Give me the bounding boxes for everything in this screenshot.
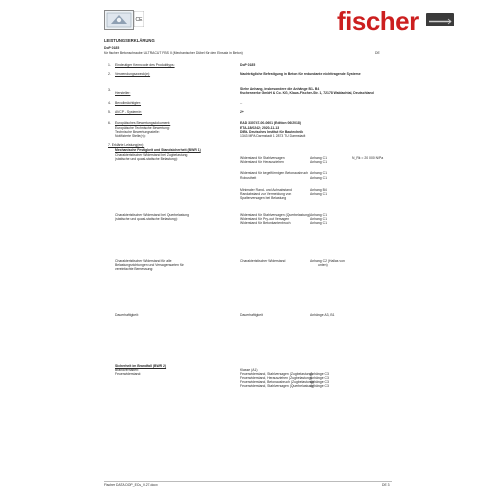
shear-item: Widerstand für Pry-out Versagen	[240, 217, 290, 221]
durability-annex: Anhänge A3, B1	[310, 313, 335, 317]
tension-extra: N_Rk = 20 000 N/Pa	[352, 156, 384, 160]
tension-annex: Anhang C1	[310, 176, 327, 180]
footer-divider	[104, 481, 392, 482]
durability-label: Dauerhaftigkeit:	[115, 313, 139, 317]
fire-item: Feuerwiderstand, Betonausbruch (Zugbelastung)	[240, 380, 314, 384]
assessment-label-2: Technische Bewertungsstelle:	[115, 130, 160, 134]
fire-item: Feuerwiderstand, Stahlversagen (Zugbelastung)	[240, 372, 313, 376]
simplified-annex: Anhang C2 (Hallas von	[310, 259, 345, 263]
language-code: DE	[375, 51, 380, 55]
simplified-item: Charakteristischer Widerstand	[240, 259, 286, 263]
assessment-label-1: Europäische Technische Bewertung:	[115, 126, 170, 130]
assessment-label-3: Notifizierte Stelle(n):	[115, 134, 146, 138]
fire-item: Feuerwiderstand, Stahlversagen (Querbelastung)	[240, 384, 315, 388]
fire-annex: Anhänge C3	[310, 380, 329, 384]
shear-annex: Anhang C1	[310, 217, 327, 221]
section-4-label: Bevollmächtigter:	[115, 101, 142, 105]
simplified-annex-2: unten)	[318, 263, 328, 267]
section-1-value: DoP 0185	[240, 63, 256, 67]
shear-label-2: (statische und quasi-statische Belastung):	[115, 217, 178, 221]
fire-item: Feuerwiderstand, Herausziehen (Zugbelastung)	[240, 376, 312, 380]
shear-item: Widerstand für Betonkantenbruch	[240, 221, 291, 225]
section-2-label: Verwendungszweck(e):	[115, 72, 151, 76]
tension-item: Minimaler Rand- und Achsabstand	[240, 188, 292, 192]
section-6-num: 6.	[108, 121, 111, 125]
section-3-num: 3.	[108, 88, 111, 92]
company-seal-icon	[104, 10, 134, 30]
section-2-num: 2.	[108, 72, 111, 76]
shear-annex: Anhang C1	[310, 221, 327, 225]
fire-annex: Anhänge C3	[310, 376, 329, 380]
tension-item: Randabstand zur Vermeidung von Spalterversagen bei Belastung	[240, 192, 292, 200]
durability-item: Dauerhaftigkeit	[240, 313, 263, 317]
shear-label-1: Charakteristischer Widerstand bei Querbelastung	[115, 213, 190, 217]
bwr1-title: Mechanische Festigkeit und Standsicherheit (BWR 1)	[115, 148, 201, 152]
fire-annex: Anhänge C3	[310, 372, 329, 376]
product-line: für fischer Betonschraube ULTRACUT FBS II (Mechanischer Dübel für den Einsatz in Beton)	[104, 51, 243, 55]
section-3-value-1: Siehe Anhang, insbesondere die Anhänge B1- B4	[240, 87, 320, 91]
tension-annex: Anhang C1	[310, 160, 327, 164]
shear-item: Widerstand für Stahlversagen (Querbelastung)	[240, 213, 311, 217]
ce-mark-icon	[134, 11, 144, 27]
tension-item: Widerstand für Herausziehen	[240, 160, 284, 164]
footer-filename: Fischer DATA DOP_ECs_V.27.docx	[104, 483, 158, 487]
simplified-label-2: Belastungsrichtungen und Versagensarten für	[115, 263, 184, 267]
tension-item: Widerstand für kegelförmigen Betonausbruch	[240, 171, 309, 175]
bwr2-title: Sicherheit im Brandfall (BWR 2)	[115, 364, 167, 368]
dop-number: DoP 0185	[104, 46, 120, 50]
section-4-value: --	[240, 101, 243, 105]
section-4-num: 4.	[108, 101, 111, 105]
tension-annex: Anhang C1	[310, 156, 327, 160]
fire-left-1: Brandverhalten:	[115, 368, 139, 372]
tension-annex: Anhang C1	[310, 192, 327, 196]
document-title: LEISTUNGSERKLÄRUNG	[104, 38, 155, 43]
svg-text:CE: CE	[135, 17, 143, 23]
simplified-label-1: Charakteristischer Widerstand für alle	[115, 259, 172, 263]
section-5-num: 5.	[108, 110, 111, 114]
section-2-value: Nachträgliche Befestigung in Beton für redundante nichttragende Systeme	[240, 72, 361, 76]
footer-page: DE 3	[382, 483, 390, 487]
tension-item: Widerstand für Stahlversagen	[240, 156, 285, 160]
tension-label-2: (statische und quasi-statische Belastung):	[115, 157, 178, 161]
section-1-label: Eindeutiger Kenncode des Produkttyps:	[115, 63, 175, 67]
performance-heading: 7. Erklärte Leistung(en):	[108, 143, 145, 147]
section-5-label: AVCP - System/e:	[115, 110, 143, 114]
section-5-value: 2+	[240, 110, 244, 114]
section-1-num: 1.	[108, 63, 111, 67]
assessment-value-3: 1343 MPA Darmstadt 1 2873 TU Darmstadt	[240, 134, 306, 138]
brand-logo: fischer	[337, 6, 419, 36]
fire-item: Klasse (A1)	[240, 368, 258, 372]
tension-annex: Anhang B4	[310, 188, 327, 192]
section-3-value-2: fischerwerke GmbH & Co. KG, Klaus-Fischer-Str. 1, 72178 Waldachtal, Deutschland	[240, 91, 374, 95]
tension-item: Robustheit	[240, 176, 257, 180]
tension-label-1: Charakteristischer Widerstand bei Zugbelastung	[115, 153, 188, 157]
fire-annex: Anhänge C3	[310, 384, 329, 388]
section-6-value: EAD 330747-00-0601 (Edition 06/2018)	[240, 121, 301, 125]
section-3-label: Hersteller:	[115, 91, 131, 95]
simplified-label-3: vereinfachte Bemessung:	[115, 267, 154, 271]
assessment-value-1: ETA-18/0242; 2020-11-13	[240, 126, 280, 130]
fire-left-2: Feuerwiderstand:	[115, 372, 142, 376]
tension-annex: Anhang C1	[310, 171, 327, 175]
assessment-value-2: DIBt- Deutsches Institut für Bautechnik	[240, 130, 304, 134]
brand-badge-icon	[426, 13, 454, 22]
section-6-label: Europäisches Bewertungsdokument:	[115, 121, 171, 125]
shear-annex: Anhang C1	[310, 213, 327, 217]
